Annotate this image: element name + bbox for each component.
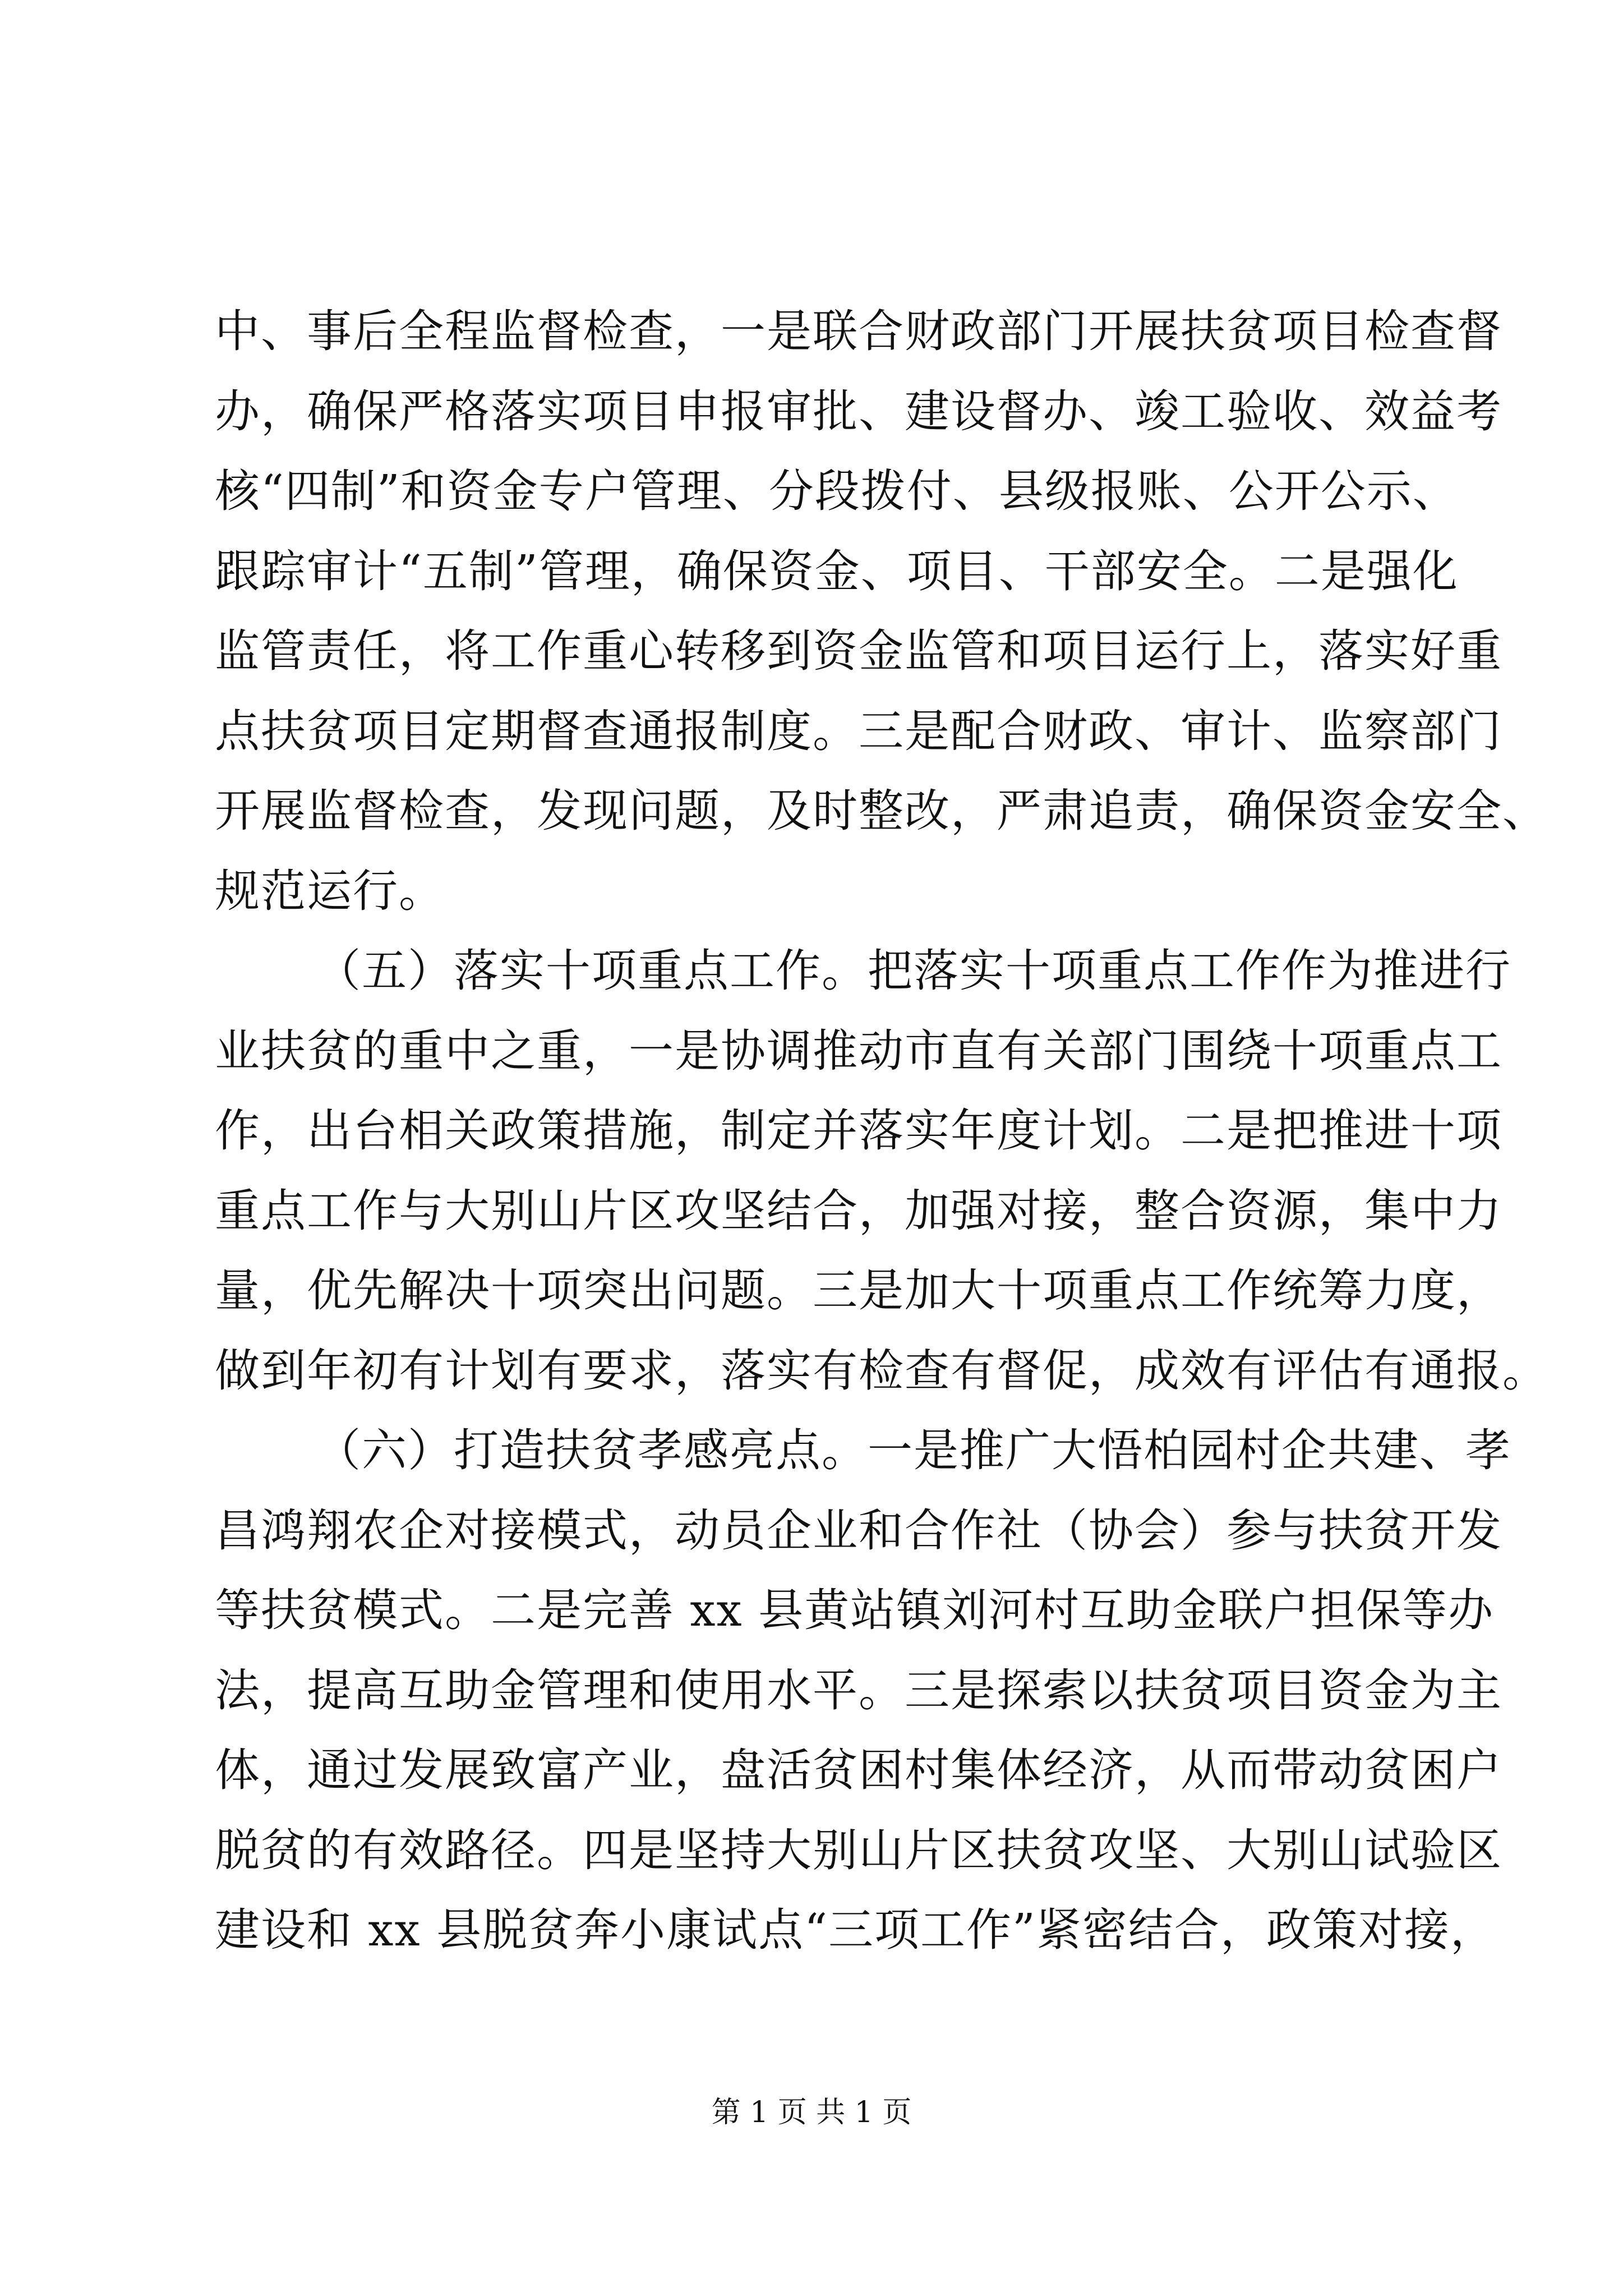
paragraph-heading-line: （六）打造扶贫孝感亮点。一是推广大悟柏园村企共建、孝 [316, 1424, 1511, 1476]
text-line: 点扶贫项目定期督查通报制度。三是配合财政、审计、监察部门 [215, 705, 1502, 757]
text-line: 脱贫的有效路径。四是坚持大别山片区扶贫攻坚、大别山试验区 [215, 1824, 1502, 1876]
text-line: 体，通过发展致富产业，盘活贫困村集体经济，从而带动贫困户 [215, 1744, 1502, 1796]
text-line: 中、事后全程监督检查，一是联合财政部门开展扶贫项目检查督 [215, 305, 1502, 357]
text-line: 做到年初有计划有要求，落实有检查有督促，成效有评估有通报。 [215, 1344, 1548, 1397]
text-line: 核“四制”和资金专户管理、分段拨付、县级报账、公开公示、 [215, 465, 1459, 517]
text-line: 监管责任，将工作重心转移到资金监管和项目运行上，落实好重 [215, 625, 1502, 677]
text-line: 跟踪审计“五制”管理，确保资金、项目、干部安全。二是强化 [215, 545, 1459, 597]
text-line: 量，优先解决十项突出问题。三是加大十项重点工作统筹力度， [215, 1264, 1502, 1317]
text-line: 业扶贫的重中之重，一是协调推动市直有关部门围绕十项重点工 [215, 1024, 1502, 1077]
text-line: 开展监督检查，发现问题，及时整改，严肃追责，确保资金安全、 [215, 785, 1548, 837]
text-line: 法，提高互助金管理和使用水平。三是探索以扶贫项目资金为主 [215, 1664, 1502, 1717]
document-body [215, 292, 1548, 1971]
text-line: 昌鸿翔农企对接模式，动员企业和合作社（协会）参与扶贫开发 [215, 1504, 1502, 1557]
text-line: 作，出台相关政策措施，制定并落实年度计划。二是把推进十项 [215, 1105, 1502, 1157]
text-line: 办，确保严格落实项目申报审批、建设督办、竣工验收、效益考 [215, 385, 1502, 438]
text-line: 重点工作与大别山片区攻坚结合，加强对接，整合资源，集中力 [215, 1184, 1502, 1237]
text-line: 等扶贫模式。二是完善 xx 县黄站镇刘河村互助金联户担保等办 [215, 1584, 1495, 1636]
page-footer: 第 1 页 共 1 页 [711, 2096, 912, 2129]
paragraph-heading-line: （五）落实十项重点工作。把落实十项重点工作作为推进行 [316, 945, 1511, 997]
text-line: 规范运行。 [215, 864, 445, 917]
text-line: 建设和 xx 县脱贫奔小康试点“三项工作”紧密结合，政策对接， [215, 1904, 1496, 1956]
